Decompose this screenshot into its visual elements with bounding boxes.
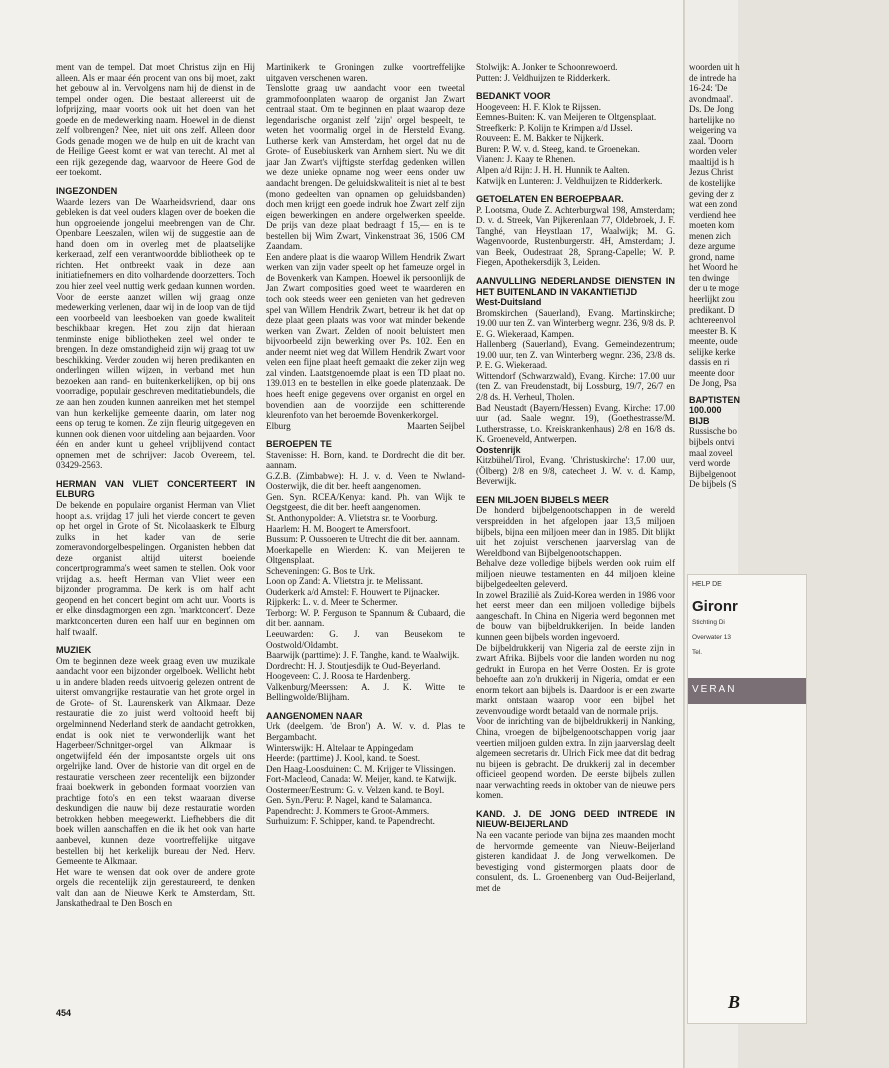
right-page-line: selijke kerke: [689, 346, 736, 357]
ad-footer-logo: B: [728, 992, 741, 1012]
section-heading: MUZIEK: [56, 645, 92, 656]
paragraph: Oostermeer/Eestrum: G. v. Velzen kand. te Boyl.: [266, 784, 445, 795]
paragraph: Om te beginnen deze week graag even uw muzikale aandacht voor een bijzonder orgelboek. Wellicht hebt u in andere bladen reeds uitvoerig gelezen ontrent de uiterst omvangrijke restauratie van het grote orgel in de Grote- of St. Laurenskerk van Alkmaar. Deze restauratie die zo juist werd voltooid heeft bij orgelminnend Nederland sterk de aandacht getrokken, endat is ook niet te verwonderlijk want het Hagerbeer/Schnitger-orgel van Alkmaar is ongetwijfeld één der imposantste orgels uit ons orgelrijke land. Over de historie van dit orgel en de restauratie verscheen zeer recentelijk een bijzonder fraai boekwerk in gebonden formaat voorzien van prachtige foto's en een tekst waaraan diverse deskundigen die nauw bij deze restauratie worden betrokken hebben meegewerkt. Liefhebbers die dit boek willen aanschaffen en die ik het ook van harte aanbevel, kunnen deze voortreffelijke uitgave bestellen bij het kerkelijk bureau der Ned. Herv. Gemeente te Alkmaar.: [56, 655, 255, 867]
paragraph: De bekende en populaire organist Herman van Vliet hoopt a.s. vrijdag 17 juli het vierde concert te geven op het orgel in Grote of St. Nicolaaskerk te Elburg zulks in het kader van de serie zomeravondorgelbespelingen. Organisten hebben dat deze organist altijd uiterst boeiende concertprogramma's weet samen te stellen. Ook voor vrijdag a.s. heeft Herman van Vliet weer een bijzonder programma. De kerk is om half acht geopend en het concert begint om acht uur. Voorts is er elke dinsdagmorgen een zgn. 'marktconcert'. Deze marktconcerten duren een half uur en beginnen om half twaalf.: [56, 500, 255, 637]
paragraph: Den Haag-Loosduinen: C. M. Krijger te Vlissingen.: [266, 763, 456, 774]
paragraph: Alpen a/d Rijn: J. H. H. Hunnik te Aalten.: [476, 164, 630, 175]
ad-phone: Tel.: [692, 649, 703, 656]
right-page-line: het Woord he: [689, 262, 738, 273]
paragraph: De bijbeldrukkerij van Nigeria zal de eerste zijn in zwart Afrika. Bijbels voor die landen worden nu nog gedrukt in Europa en het Verre Oosten. Er is grote behoefte aan zo'n drukkerij in Nigeria, omdat er een enorm tekort aan bijbels is. Daardoor is er een zwarte markt ontstaan waarop voor een bijbel het zevenvoudige wordt betaald van de normale prijs.: [476, 642, 675, 716]
paragraph: Katwijk en Lunteren: J. Veldhuijzen te Ridderkerk.: [476, 175, 663, 186]
section-heading: AANGENOMEN NAAR: [266, 710, 363, 721]
ad-banner: VERAN: [688, 678, 806, 704]
right-page-line: avondmaal'.: [689, 93, 733, 104]
paragraph: In zowel Brazilië als Zuid-Korea werden in 1986 voor het eerst meer dan een miljoen volledige bijbels aangeschaft. In China en Nigeria werd begonnen met de bouw van bijbeldrukkerijen. In beide landen kunnen geen bijbels worden ingevoerd.: [476, 589, 675, 643]
paragraph: Buren: P. W. v. d. Steeg, kand. te Groenekan.: [476, 143, 640, 154]
section-heading: BEROEPEN TE: [266, 439, 332, 450]
right-page-line: hartelijke no: [689, 114, 735, 125]
right-page-line: bijbels ontvi: [689, 437, 735, 447]
right-page-line: verdiend hee: [689, 209, 736, 220]
paragraph: Streefkerk: P. Kolijn te Krimpen a/d IJssel.: [476, 122, 633, 133]
paragraph: Papendrecht: J. Kommers te Groot-Ammers.: [266, 805, 430, 816]
subheading: West-Duitsland: [476, 297, 542, 308]
paragraph: Ouderkerk a/d Amstel: F. Houwert te Pijnacker.: [266, 586, 440, 597]
section-heading: INGEZONDEN: [56, 186, 118, 197]
right-page-line: deze argume: [689, 241, 736, 252]
right-page-text: [689, 62, 889, 490]
paragraph: Surhuizum: F. Schipper, kand. te Papendrecht.: [266, 816, 435, 827]
right-page-line: Russische bo: [689, 426, 737, 437]
right-page-line: geving der z: [689, 188, 735, 199]
right-page-line: meester B. K: [689, 325, 737, 336]
paragraph: Stavenisse: H. Born, kand. te Dordrecht die dit ber. aannam.: [266, 449, 465, 471]
right-page-heading: BAPTISTEN 100.000 BIJB: [689, 394, 741, 426]
right-page-line: dassis en ri: [689, 357, 730, 368]
paragraph: Bussum: P. Oussoeren te Utrecht die dit ber. aannam.: [266, 534, 460, 545]
right-page-line: wat een zond: [689, 199, 738, 210]
right-page-line: maal zoveel: [689, 447, 733, 458]
paragraph: Leeuwarden: G. J. van Beusekom te Oostwold/Oldambt.: [266, 629, 465, 650]
paragraph: G.Z.B. (Zimbabwe): H. J. v. d. Veen te Nwland-Oosterwijk, die dit ber. heeft aangenomen.: [266, 470, 465, 492]
right-page-line: zaal. 'Doorn: [689, 135, 734, 146]
paragraph: Het ware te wensen dat ook over de andere grote orgels die recentelijk zijn gerestaureerd, te denken valt dan aan de Nieuwe Kerk te Amsterdam, Stt. Janskathedraal te Den Bosch en: [56, 866, 255, 909]
right-page-line: der u te moge: [689, 283, 739, 294]
paragraph: Haarlem: H. M. Boogert te Amersfoort.: [266, 523, 411, 534]
right-page-line: Bijbelgenoot: [689, 468, 737, 479]
paragraph: Bad Neustadt (Bayern/Hessen) Evang. Kirche: 17.00 uur (ad. Saale wegnr. 19), (Goethestrasse/M. Lutherstrasse, t.o. Kreiskrankenhaus) 2/8 en 16/8 ds. K. Groeneveld, Antwerpen.: [476, 402, 675, 445]
paragraph: De honderd bijbelgenootschappen in de wereld verspreidden in het afgelopen jaar 13,5 miljoen bijbels, bijna een miljoen meer dan in 1985. Dit blijkt uit het zojuist verschenen jaarverslag van de Wereldbond van Bijbelgenootschappen.: [476, 505, 675, 558]
right-page-line: weigering va: [689, 125, 737, 136]
paragraph: Hoogeveen: C. J. Roosa te Hardenberg.: [266, 671, 411, 682]
right-page-line: Ds. De Jong: [689, 104, 734, 115]
paragraph: Rijpkerk: L. v. d. Meer te Schermer.: [266, 597, 398, 608]
paragraph: Kitzbühel/Tirol, Evang. 'Christuskirche': 17.00 uur, (Ölberg) 2/8 en 9/8, catecheet J. W. v. d. Kamp, Beverwijk.: [476, 455, 675, 487]
paragraph: Gen. Syn. RCEA/Kenya: kand. Ph. van Wijk te Oegstgeest, die dit ber. heeft aangenomen.: [266, 491, 465, 513]
ad-address: Overwater 13: [692, 634, 732, 641]
right-page-line: 16-24: 'De: [689, 83, 728, 94]
paragraph: Een andere plaat is die waarop Willem Hendrik Zwart werken van zijn vader speelt op het fameuze orgel in de Bovenkerk van Kampen. Hoewel ik persoonlijk de Jan Zwart composities goed weet te waarderen en toch ook steeds weer een genieten van het gedreven spel van Willem Hendrik Zwart, betreur ik het dat op deze plaat geen plaats was voor wat minder bekende werken van Zwart. Zelden of nooit beluistert men bijvoorbeeld zijn bewerking over Ps. 102. Een en ander neemt niet weg dat Willem Hendrik Zwart voor velen een fijne plaat heeft gemaakt die zeker zijn weg zal vinden. Laatstgenoemde plaat is een TD plaat no. 139.013 en te bestellen in elke goede platenzaak. De hoes heeft enige gegevens over organist en orgel en bovendien aan de voorzijde een schitterende kleurenfoto van het beroemde Bovenkerkorgel.: [266, 251, 465, 421]
right-page-line: De bijbels (S: [689, 479, 737, 490]
section-heading: GETOELATEN EN BEROEPBAAR.: [476, 194, 624, 205]
right-page-line: ten dwinge: [689, 272, 730, 283]
section-heading: HERMAN VAN VLIET CONCERTEERT IN ELBURG: [56, 478, 255, 500]
paragraph: Waarde lezers van De Waarheidsvriend, daar ons gebleken is dat veel ouders klagen over de boeken die hun opgroeiende jongelui meebrengen van de Chr. Openbare Leeszalen, wilen wij de suggestie aan de hand doen om in overleg met de plaatselijke kerkeraad, zelf een verantwoordde bibliotheek op te richten. Het ontbreekt vaak in deze aan initiatiefnemers en dito volhardende doorzetters. Toch zou hier zeel veel nuttig werk gedaan kunnen worden. Voor de eerste aanzet willen wij graag onze medewerking verlenen, daar wij in de loop van de tijd een voorbeeld van leesboeken van goede kwaliteit beschikbaar kregen. Het zou zijn dat hieraan tenminste enige bibliotheken zeel wel onder te brengen. In deze omstandigheid zijn wij graag tot uw beschikking. Verder zouden wij heren predikanten en onderlingen willen wijzen, in verband met hun bezoeken aan rand- en buitenkerkelijken, op bij ons voorradige, populair geschreven meditatiebundels, die ze aan hen zouden kunnen aanreiken met het stempel van hun kerkelijke gemeente daarin, om later nog eens op terug te komen. Ze zijn fleurig uitgegeven en kunnen ook dienen voor uitdeling aan bejaarden. Voor één en ander kunt u geheel vrijblijvend contact opnemen met de schrijver: Jacob Overeem, tel. 03429-2563.: [56, 196, 255, 471]
paragraph: Winterswijk: H. Altelaar te Appingedam: [266, 742, 414, 753]
paragraph: Tenslotte graag uw aandacht voor een tweetal grammofoonplaten waarop de organist Jan Zwart centraal staat. Om te beginnen en plaat waarop deze legendarische organist zelf 'zijn' orgel bespeelt, te weten het voormalig orgel in de Hersteld Evang. Lutherse kerk van Amsterdam, het orgel dat nu de Grote- of Eusebiuskerk van Arnhem siert. Nu we dit jaar Jan Zwart's vijftigste sterfdag gedenken willen we deze unieke opname nog weer eens onder uw aandacht brengen. De geluidskwaliteit is niet al te best (mono gedeelten van opnamen op geluidsbanden) doch men krijgt een goede indruk hoe Zwart zelf zijn eigen bewerkingen en andere orgelwerken speelde. De prijs van deze plaat bedraagt f 15,— en is te bestellen bij Wim Zwart, Vinkenstraat 36, 1506 CM Zaandam.: [266, 83, 465, 252]
paragraph: Heerde: (parttime) J. Kool, kand. te Soest.: [266, 753, 421, 764]
signature-line: [266, 421, 465, 432]
section-heading: EEN MILJOEN BIJBELS MEER: [476, 494, 609, 505]
paragraph: Hallenberg (Sauerland), Evang. Gemeindezentrum; 19.00 uur, ten Z. van Winterberg wegnr. 236, 23/8 ds. P. E. G. Wiekeraad.: [476, 339, 675, 371]
paragraph: Eemnes-Buiten: K. van Meijeren te Oltgensplaat.: [476, 112, 657, 123]
right-page-strip: [684, 0, 741, 1068]
ad-help-text: HELP DE: [692, 581, 722, 588]
right-page-line: verd worde: [689, 458, 731, 469]
column-1: [56, 62, 255, 909]
paragraph: P. Lootsma, Oude Z. Achterburgwal 198, Amsterdam; D. v. d. Streek, Van Pijkerenlaan 77, Oldebroek, J. F. Tanghé, van Heystlaan 17, Waalwijk; M. G. Wagenvoorde, Rustenburgerstr. 4H, Amsterdam; J. van Beek, Oudestraat 28, Sprang-Capelle; W. P. Fiegen, Apothekersdijk 3, Leiden.: [476, 204, 675, 268]
page-number: 454: [56, 1008, 72, 1018]
paragraph: ment van de tempel. Dat moet Christus zijn en Hij alleen. Als er maar één procent van ons bij moet, zakt het gebouw al in. Vervolgens nam hij de dienst in de tempel onder ogen. Die bestaat allereerst uit de lofprijzing, maar voorts ook uit het doen van het goede en de medewerking naam. Hoewel in de dienst zelf volbrengen? Nee, niet uit ons zelf. Alleen door Gods genade mogen we de hulp en uit de kracht van de Heilige Geest komt er wat van terecht. Al met al een rijk gezegende dag, waarvoor de Heere God de eer toekomt.: [56, 62, 255, 178]
paragraph: Loon op Zand: A. Vlietstra jr. te Melissant.: [266, 576, 423, 587]
section-heading: KAND. J. DE JONG DEED INTREDE IN NIEUW-BEIJERLAND: [476, 808, 675, 830]
right-page-line: predikant. D: [689, 304, 735, 315]
right-page-line: meente door: [689, 367, 735, 378]
signature-place: Elburg: [266, 420, 291, 431]
paragraph: Gen. Syn./Peru: P. Nagel, kand te Salamanca.: [266, 795, 432, 806]
column-2: [266, 62, 465, 827]
paragraph: Bromskirchen (Sauerland), Evang. Martinskirche; 19.00 uur ten Z. van Winterberg wegnr. 236, 9/8 ds. P. E. G. Wiekeraad, Kampen.: [476, 307, 675, 339]
right-page-line: de intrede ha: [689, 72, 737, 83]
column-3: [476, 62, 675, 893]
paragraph: Putten: J. Veldhuijzen te Ridderkerk.: [476, 72, 611, 83]
section-heading: AANVULLING NEDERLANDSE DIENSTEN IN HET BUITENLAND IN VAKANTIETIJD: [476, 275, 675, 297]
ad-subtitle: Stichting Di: [692, 619, 725, 626]
right-page-line: heerlijkt zou: [689, 294, 735, 305]
ad-listing: [688, 704, 806, 722]
right-page-line: worden veler: [689, 146, 737, 157]
paragraph: St. Anthonypolder: A. Vlietstra sr. te Voorburg.: [266, 513, 438, 524]
right-page-line: maaltijd is h: [689, 156, 735, 167]
paragraph: Stolwijk: A. Jonker te Schoonrewoerd.: [476, 62, 618, 72]
right-page-line: meente, oude: [689, 336, 738, 347]
paragraph: Rouveen: E. M. Bakker te Nijkerk.: [476, 133, 604, 144]
paragraph: Fort-Macleod, Canada: W. Meijer, kand. te Katwijk.: [266, 774, 457, 785]
paragraph: Behalve deze volledige bijbels werden ook ruim elf miljoen nieuwe testamenten en 44 miljoen kleine bijbelgedeelten geleverd.: [476, 558, 675, 590]
paragraph: Na een vacante periode van bijna zes maanden mocht de hervormde gemeente van Nieuw-Beijerland gisteren kandidaat J. de Jong verwelkomen. De bevestiging vond gistermorgen plaats door de consulent, ds. L. Groenenberg van Oud-Beijerland, met de: [476, 829, 675, 893]
right-page-line: moeten kom: [689, 220, 735, 231]
ad-brand: Gironr: [692, 598, 738, 615]
paragraph: Dordrecht: H. J. Stoutjesdijk te Oud-Beyerland.: [266, 660, 441, 671]
paragraph: Voor de inrichting van de bijbeldrukkerij in Nanking, China, vroegen de bijbelgenootschappen vorig jaar veertien miljoen gulden extra. In zijn jaarverslag deelt algemeen secretaris dr. Ulrich Fick mee dat dit bedrag nu bijeen is gebracht. De drukkerij zal in december officieel geopend worden. De eerste bijbels zullen naar verwachting reeds in oktober van de nieuwe pers komen.: [476, 716, 675, 801]
paragraph: Terborg: W. P. Ferguson te Spannum & Cubaard, die dit ber. aannam.: [266, 607, 465, 629]
right-page-line: Jezus Christ: [689, 167, 734, 178]
right-page-line: De Jong, Psa: [689, 378, 737, 389]
paragraph: Scheveningen: G. Bos te Urk.: [266, 565, 375, 576]
paragraph: Valkenburg/Meerssen: A. J. K. Witte te Bellingwolde/Blijham.: [266, 681, 465, 703]
paragraph: Martinikerk te Groningen zulke voortreffelijke uitgaven verschenen waren.: [266, 62, 465, 83]
paragraph: Baarwijk (parttime): J. F. Tanghe, kand. te Waalwijk.: [266, 650, 460, 661]
paragraph: Vianen: J. Kaay te Rhenen.: [476, 154, 576, 165]
paragraph: Moerkapelle en Wierden: K. van Meijeren te Oltgensplaat.: [266, 544, 465, 566]
paragraph: Wittendorf (Schwarzwald), Evang. Kirche: 17.00 uur (ten Z. van Freudenstadt, bij Lossburg, 19/7, 26/7 en 2/8 ds. H. Verheul, Tholen.: [476, 370, 675, 402]
subheading: Oostenrijk: [476, 444, 521, 455]
right-page-line: achtereenvol: [689, 315, 736, 326]
paragraph: Urk (deelgem. 'de Bron') A. W. v. d. Plas te Bergambacht.: [266, 721, 465, 742]
signature-author: Maarten Seijbel: [406, 420, 465, 431]
right-page-line: grond, name: [689, 251, 735, 262]
advertisement: [687, 574, 807, 1024]
right-page-line: woorden uit h: [689, 62, 740, 72]
paragraph: Hoogeveen: H. F. Klok te Rijssen.: [476, 101, 601, 112]
section-heading: BEDANKT VOOR: [476, 91, 551, 102]
right-page-line: de kostelijke: [689, 178, 736, 189]
right-page-line: menen zich: [689, 230, 731, 241]
